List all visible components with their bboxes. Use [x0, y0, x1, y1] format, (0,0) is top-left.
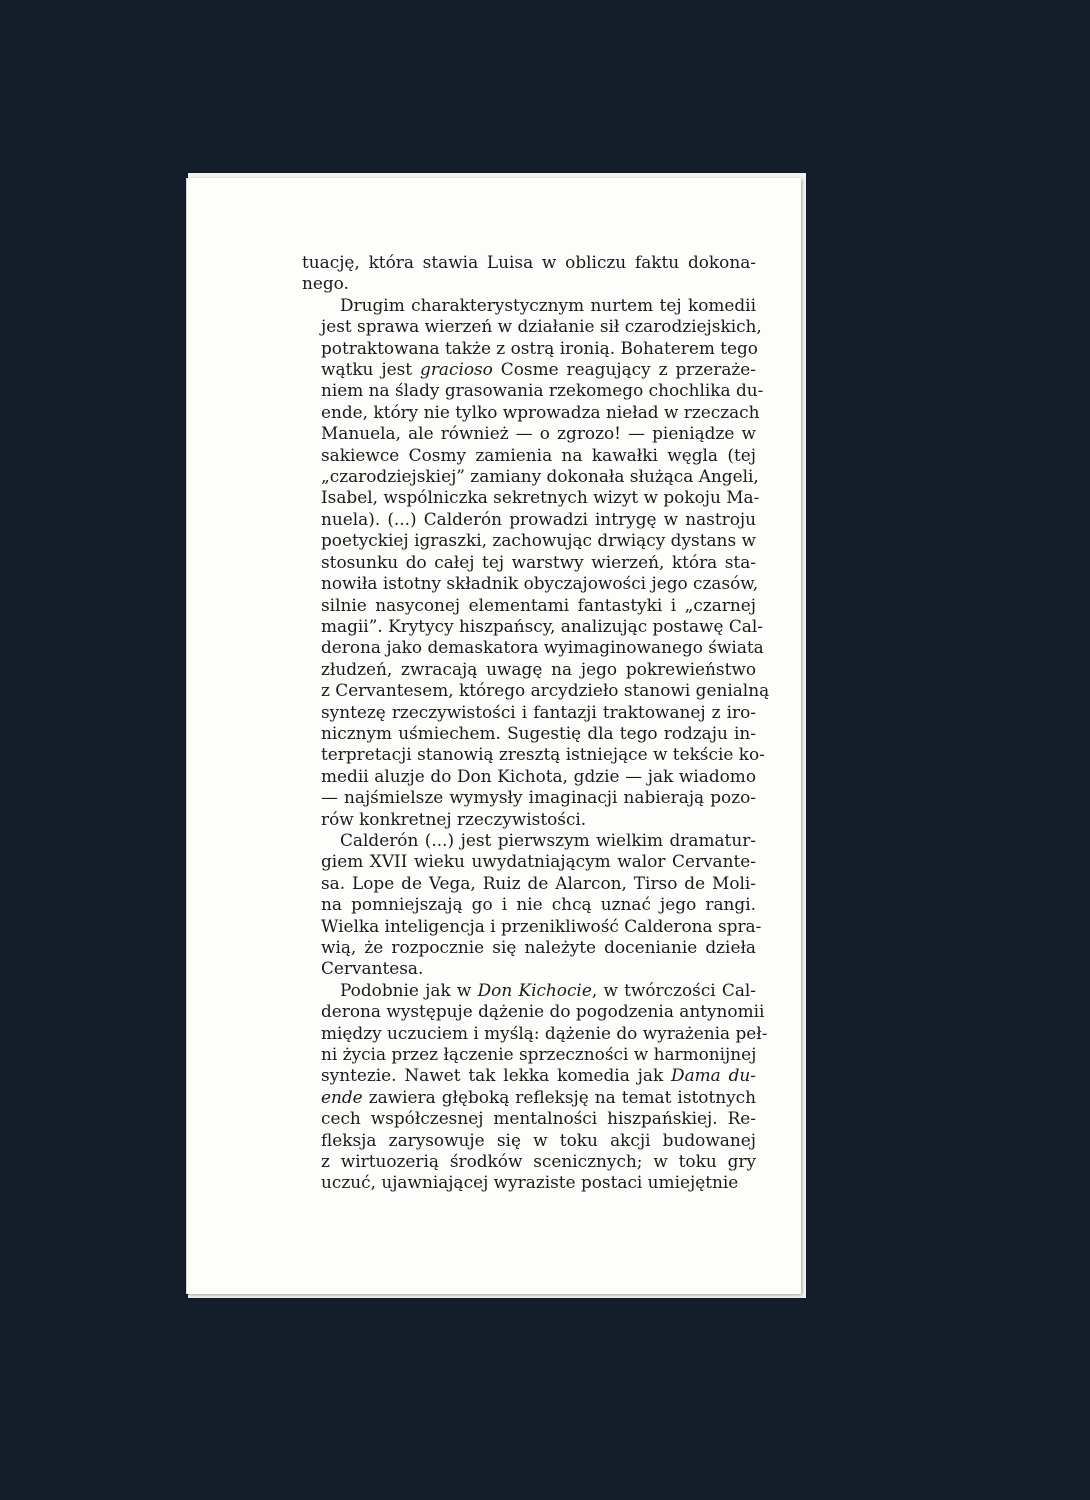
paragraph: [302, 294, 770, 830]
text-line: [302, 1022, 768, 1044]
text-run: uczuć, ujawniającej wyraziste postaci umiejętnie: [321, 1172, 739, 1193]
text-run: nego.: [302, 273, 349, 294]
text-run: Manuela, ale również — o zgrozo! — pieniądze w: [321, 423, 756, 444]
text-line: [302, 1087, 756, 1108]
text-run: Calderón (...) jest pierwszym wielkim dramatur-: [340, 829, 756, 850]
text-line: [302, 723, 756, 744]
text-line: [302, 809, 756, 830]
text-line: [302, 851, 756, 872]
text-line: [302, 873, 756, 894]
text-run: syntezie. Nawet tak lekka komedia jak: [321, 1065, 672, 1086]
text-line: [302, 615, 763, 637]
text-line: [302, 530, 756, 551]
text-run: Cosme reagujący z przeraże-: [492, 359, 756, 380]
text-run: potraktowana także z ostrą ironią. Bohaterem tego: [321, 337, 758, 358]
text-run: zawiera głęboką refleksję na temat istotnych: [362, 1086, 756, 1107]
text-line: [302, 552, 756, 573]
text-run: złudzeń, zwracają uwagę na jego pokrewieństwo: [321, 658, 756, 679]
text-line: [302, 659, 756, 680]
text-run: cech współczesnej mentalności hiszpańskiej. Re-: [321, 1108, 756, 1129]
text-run: Drugim charakterystycznym nurtem tej komedii: [340, 294, 756, 315]
text-line: [302, 958, 756, 979]
text-line: [302, 359, 756, 380]
text-run: , w twórczości Cal-: [591, 979, 757, 1000]
text-line: [302, 894, 756, 915]
text-run: silnie nasyconej elementami fantastyki i „czarnej: [321, 594, 756, 615]
text-run: Wielka inteligencja i przenikliwość Calderona spra-: [321, 915, 762, 936]
text-line: [302, 702, 756, 723]
text-line: [302, 766, 756, 787]
text-run: sakiewce Cosmy zamienia na kawałki węgla (tej: [321, 444, 756, 465]
body-text-column: [302, 252, 770, 1194]
text-run: jest sprawa wierzeń w działanie sił czarodziejskich,: [321, 316, 762, 337]
italic-text: Dama du-: [671, 1065, 756, 1086]
text-run: fleksja zarysowuje się w toku akcji budowanej: [321, 1129, 756, 1150]
text-run: nowiła istotny składnik obyczajowości jego czasów,: [321, 573, 759, 594]
text-run: Isabel, wspólniczka sekretnych wizyt w pokoju Ma-: [321, 487, 760, 508]
text-run: derona występuje dążenie do pogodzenia antynomii: [321, 1001, 765, 1022]
text-run: ni życia przez łączenie sprzeczności w harmonijnej: [321, 1044, 757, 1065]
text-run: magii”. Krytycy hiszpańscy, analizując postawę Cal-: [321, 615, 763, 636]
text-line: [302, 401, 760, 423]
text-run: nuela). (...) Calderón prowadzi intrygę w nastroju: [321, 508, 756, 529]
text-line: [302, 830, 756, 851]
text-line: [302, 1001, 765, 1022]
text-line: [302, 980, 756, 1001]
text-run: nicznym uśmiechem. Sugestię dla tego rodzaju in-: [321, 722, 756, 743]
text-line: [302, 316, 762, 337]
text-line: [302, 1130, 756, 1151]
text-line: [302, 937, 756, 958]
text-line: [302, 915, 762, 937]
text-line: [302, 680, 770, 701]
text-line: [302, 445, 756, 466]
text-run: wią, że rozpocznie się należyte docenianie dzieła: [321, 937, 756, 957]
text-run: poetyckiej igraszki, zachowując drwiący dystans w: [321, 530, 756, 551]
text-line: [302, 1044, 756, 1065]
paragraph: [302, 829, 762, 980]
text-run: giem XVII wieku uwydatniającym walor Cervante-: [321, 851, 756, 872]
text-run: tuację, która stawia Luisa w obliczu faktu dokona-: [302, 252, 756, 272]
paragraph: [302, 252, 756, 295]
text-run: — najśmielsze wymysły imaginacji nabierają pozo-: [321, 787, 756, 808]
text-run: terpretacji stanowią zresztą istniejące w tekście ko-: [321, 744, 765, 765]
text-line: [302, 1151, 756, 1172]
text-line: [302, 787, 756, 808]
text-run: derona jako demaskatora wyimaginowanego świata: [321, 637, 764, 658]
text-run: między uczuciem i myślą: dążenie do wyrażenia peł-: [321, 1022, 768, 1043]
text-run: niem na ślady grasowania rzekomego chochlika du-: [321, 380, 764, 401]
text-run: Cervantesa.: [321, 958, 424, 979]
text-line: [302, 338, 756, 359]
italic-text: gracioso: [420, 359, 493, 380]
text-run: sa. Lope de Vega, Ruiz de Alarcon, Tirso de Moli-: [321, 872, 756, 893]
text-run: rów konkretnej rzeczywistości.: [321, 808, 587, 829]
text-line: [302, 637, 764, 658]
text-run: z wirtuozerią środków scenicznych; w toku gry: [321, 1151, 756, 1172]
text-run: ende, który nie tylko wprowadza nieład w rzeczach: [321, 401, 760, 422]
text-line: [302, 595, 756, 616]
italic-text: Don Kichocie: [477, 979, 592, 1000]
text-line: [302, 295, 756, 316]
text-run: na pomniejszają go i nie chcą uznać jego rangi.: [321, 894, 756, 915]
paragraph: [302, 979, 768, 1194]
text-line: [302, 573, 759, 594]
text-run: z Cervantesem, którego arcydzieło stanowi genialną: [321, 680, 770, 701]
text-line: [302, 466, 759, 487]
text-line: [302, 1172, 756, 1193]
text-line: [302, 252, 756, 273]
text-line: [302, 273, 756, 294]
text-line: [302, 509, 756, 530]
text-run: stosunku do całej tej warstwy wierzeń, która sta-: [321, 551, 756, 572]
text-line: [302, 487, 760, 508]
text-run: Podobnie jak w: [340, 979, 478, 1000]
text-run: „czarodziejskiej” zamiany dokonała służąca Angeli,: [321, 466, 759, 487]
text-line: [302, 1108, 756, 1129]
text-line: [302, 380, 764, 401]
text-run: syntezę rzeczywistości i fantazji traktowanej z iro-: [321, 701, 756, 722]
text-run: medii aluzje do Don Kichota, gdzie — jak wiadomo: [321, 765, 756, 786]
text-line: [302, 423, 756, 444]
text-line: [302, 744, 765, 765]
text-line: [302, 1065, 756, 1086]
text-run: wątku jest: [321, 359, 421, 380]
italic-text: ende: [321, 1086, 363, 1107]
